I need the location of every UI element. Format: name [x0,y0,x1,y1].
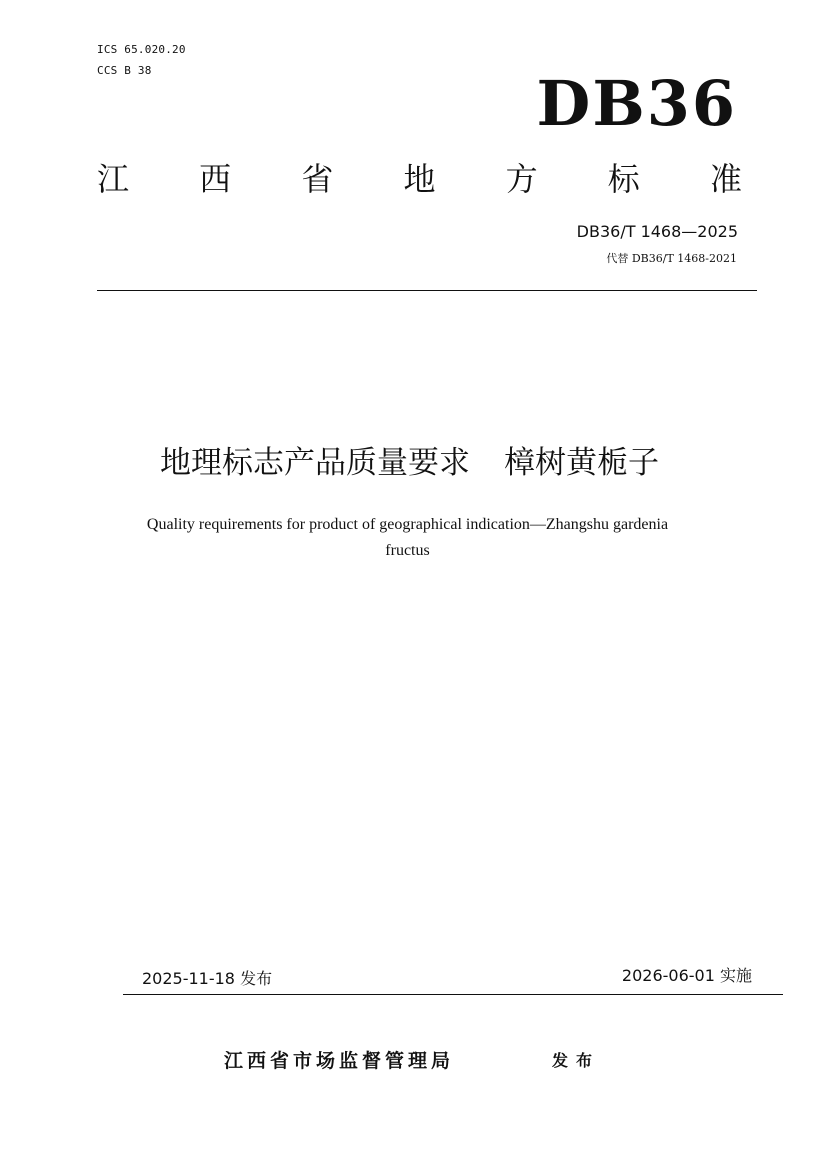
chinese-title-sub: 樟树黄栀子 [504,445,659,481]
standard-logo: DB36 [536,67,737,140]
standard-type-heading [97,157,742,201]
standard-type-char: 方 [505,160,538,198]
replaced-standard: 代替 DB36/T 1468-2021 [606,252,737,265]
ics-code: ICS 65.020.20 [97,43,186,56]
standard-type-char: 西 [199,160,232,198]
bottom-divider [123,994,783,995]
issue-date: 2025-11-18 发布 [142,969,273,988]
top-divider [97,290,757,291]
standard-type-char: 省 [301,160,334,198]
chinese-title [0,440,815,486]
issuing-action: 发布 [552,1051,601,1070]
standard-number: DB36/T 1468—2025 [576,222,738,241]
english-title-line: Quality requirements for product of geographical indication—Zhangshu gardenia [146,516,669,533]
chinese-title-main: 地理标志产品质量要求 [160,445,470,481]
implementation-date: 2026-06-01 实施 [621,966,752,985]
english-title [80,512,735,564]
standard-type-char: 江 [97,160,130,198]
standard-type-char: 地 [403,160,436,198]
ccs-code: CCS B 38 [97,64,152,77]
issuing-authority: 江西省市场监督管理局 [224,1050,455,1072]
standard-type-char: 准 [709,160,742,198]
standard-type-char: 标 [607,160,640,198]
english-title-line: fructus [385,542,430,559]
